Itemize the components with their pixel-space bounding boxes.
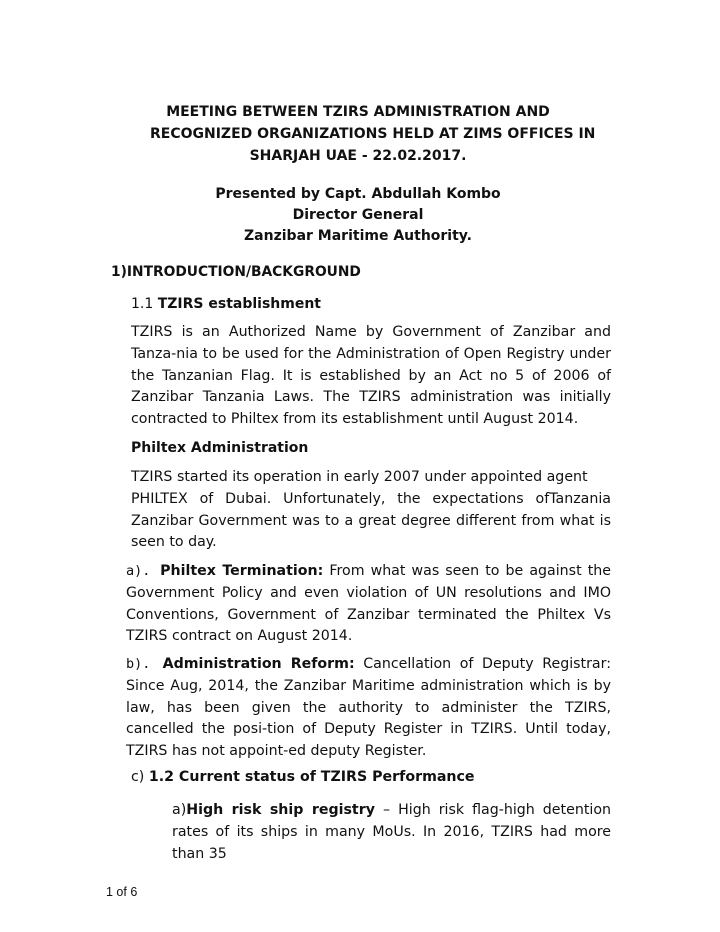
- title-line-1: MEETING BETWEEN TZIRS ADMINISTRATION AND: [166, 104, 550, 120]
- title-line-2: RECOGNIZED ORGANIZATIONS HELD AT ZIMS OFFICES IN: [150, 126, 596, 142]
- establishment-paragraph: TZIRS is an Authorized Name by Government of Zanzibar and Tanza-nia to be used for the Administration of Open Registry under the Tanzanian Flag. It is established by an Act no 5 of 2006 of Zanzibar Tanzania Laws. The TZIRS administration was initially contracted to Philtex from its establishment until August 2014.: [131, 324, 611, 428]
- item-b-paragraph: [126, 654, 611, 763]
- item-a-text: From what was seen to be against the Government Policy and even violation of UN resolutions and IMO Conventions, Government of Zanzibar terminated the Philtex Vs TZIRS contract on August 2014.: [126, 563, 611, 645]
- philtex-paragraph-line1: TZIRS started its operation in early 2007 under appointed agent: [131, 469, 588, 485]
- title-line-3: SHARJAH UAE - 22.02.2017.: [249, 148, 467, 164]
- page-number: 1 of 6: [106, 885, 138, 899]
- presenter-org: Zanzibar Maritime Authority.: [244, 228, 472, 244]
- item-b-marker: b).: [126, 656, 163, 672]
- presenter-name: Presented by Capt. Abdullah Kombo: [215, 186, 501, 202]
- philtex-paragraph-rest: PHILTEX of Dubai. Unfortunately, the expectations ofTanzania Zanzibar Government was to a great degree different from what is seen to day.: [131, 490, 611, 551]
- subsection-number: 1.1: [131, 296, 158, 312]
- sub-a-label: High risk ship registry: [186, 802, 375, 818]
- presenter-block: [150, 184, 566, 247]
- section-heading: 1)INTRODUCTION/BACKGROUND: [111, 264, 361, 280]
- subsection-title: TZIRS establishment: [157, 296, 321, 312]
- item-b-text: Cancellation of Deputy Registrar: Since Aug, 2014, the Zanzibar Maritime administration which is by law, has been given the authority to administer the TZIRS, cancelled the posi-tion of Deputy Register in TZIRS. Until today, TZIRS has not appoint-ed deputy Register.: [126, 656, 611, 760]
- item-a-paragraph: [126, 561, 611, 648]
- item-a-label: Philtex Termination:: [160, 563, 324, 579]
- sub-a-paragraph: [172, 800, 611, 865]
- philtex-paragraph: [131, 467, 611, 554]
- item-c-marker: c): [131, 769, 149, 785]
- item-b-label: Administration Reform:: [162, 656, 355, 672]
- item-c-label: 1.2 Current status of TZIRS Performance: [148, 769, 475, 785]
- item-c-heading: [131, 767, 611, 789]
- subsection-heading: [131, 296, 321, 312]
- document-title: [150, 101, 596, 167]
- sub-a-text: – High risk flag-high detention rates of its ships in many MoUs. In 2016, TZIRS had more than 35: [172, 802, 611, 862]
- presenter-role: Director General: [292, 207, 424, 223]
- sub-a-marker: a): [172, 802, 187, 818]
- philtex-heading: Philtex Administration: [131, 440, 309, 456]
- item-a-marker: a).: [126, 563, 161, 579]
